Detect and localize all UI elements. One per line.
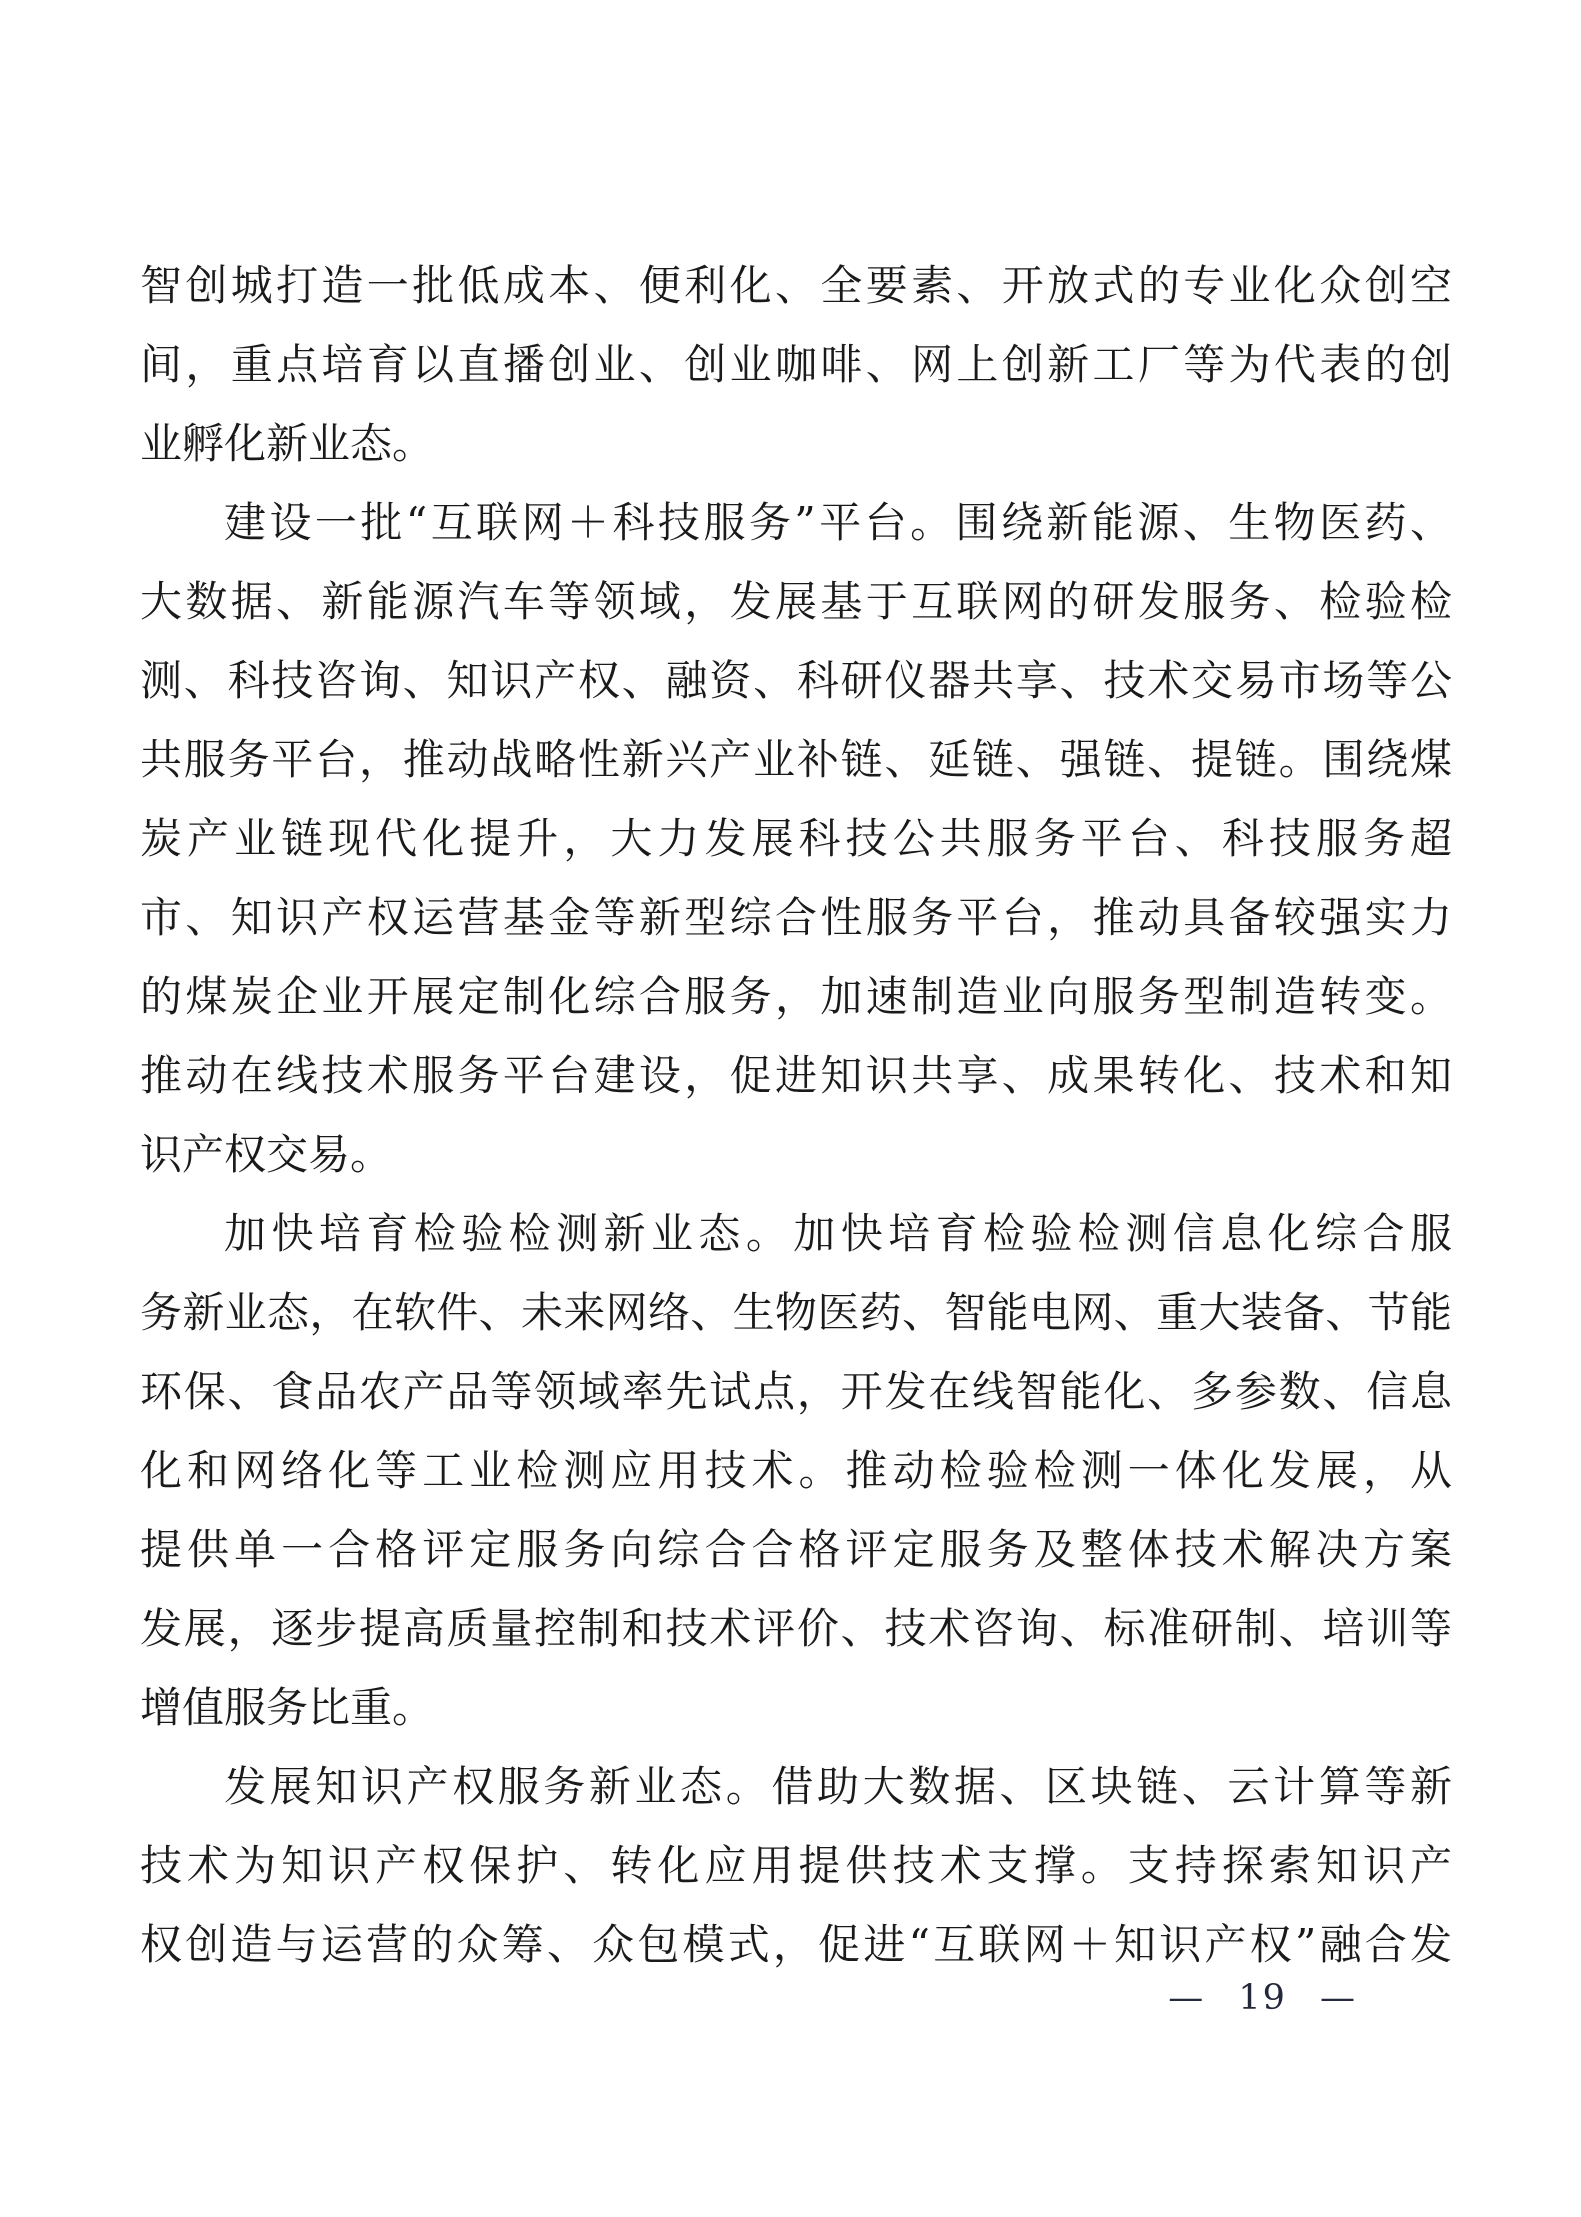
- text-line: 环保、食品农产品等领域率先试点，开发在线智能化、多参数、信息: [140, 1367, 1452, 1416]
- text-line: 间，重点培育以直播创业、创业咖啡、网上创新工厂等为代表的创: [140, 340, 1452, 389]
- paragraph-1: [140, 246, 1452, 483]
- text-line: 发展知识产权服务新业态。借助大数据、区块链、云计算等新: [224, 1762, 1452, 1811]
- text-line: 业孵化新业态。: [140, 419, 435, 468]
- text-line: 权创造与运营的众筹、众包模式，促进“互联网＋知识产权”融合发: [140, 1920, 1452, 1969]
- paragraph-3: [140, 1194, 1452, 1747]
- paragraph-4: [140, 1747, 1452, 1984]
- text-line: 发展，逐步提高质量控制和技术评价、技术咨询、标准研制、培训等: [140, 1604, 1452, 1653]
- text-line: 共服务平台，推动战略性新兴产业补链、延链、强链、提链。围绕煤: [140, 735, 1452, 784]
- text-line: 务新业态，在软件、未来网络、生物医药、智能电网、重大装备、节能: [140, 1288, 1452, 1337]
- document-body: [140, 246, 1452, 1984]
- text-line: 化和网络化等工业检测应用技术。推动检验检测一体化发展，从: [140, 1446, 1452, 1495]
- text-line: 增值服务比重。: [140, 1683, 435, 1732]
- text-line: 炭产业链现代化提升，大力发展科技公共服务平台、科技服务超: [140, 814, 1452, 863]
- text-line: 测、科技咨询、知识产权、融资、科研仪器共享、技术交易市场等公: [140, 656, 1452, 705]
- text-line: 推动在线技术服务平台建设，促进知识共享、成果转化、技术和知: [140, 1051, 1452, 1100]
- text-line: 智创城打造一批低成本、便利化、全要素、开放式的专业化众创空: [140, 261, 1452, 310]
- text-line: 建设一批“互联网＋科技服务”平台。围绕新能源、生物医药、: [224, 498, 1452, 547]
- text-line: 市、知识产权运营基金等新型综合性服务平台，推动具备较强实力: [140, 893, 1452, 942]
- text-line: 大数据、新能源汽车等领域，发展基于互联网的研发服务、检验检: [140, 577, 1452, 626]
- page-number: — 19 —: [1168, 1978, 1357, 2018]
- paragraph-2: [140, 483, 1452, 1194]
- text-line: 提供单一合格评定服务向综合合格评定服务及整体技术解决方案: [140, 1525, 1452, 1574]
- text-line: 技术为知识产权保护、转化应用提供技术支撑。支持探索知识产: [140, 1841, 1452, 1890]
- text-line: 加快培育检验检测新业态。加快培育检验检测信息化综合服: [224, 1209, 1452, 1258]
- text-line: 识产权交易。: [140, 1130, 393, 1179]
- text-line: 的煤炭企业开展定制化综合服务，加速制造业向服务型制造转变。: [140, 972, 1452, 1021]
